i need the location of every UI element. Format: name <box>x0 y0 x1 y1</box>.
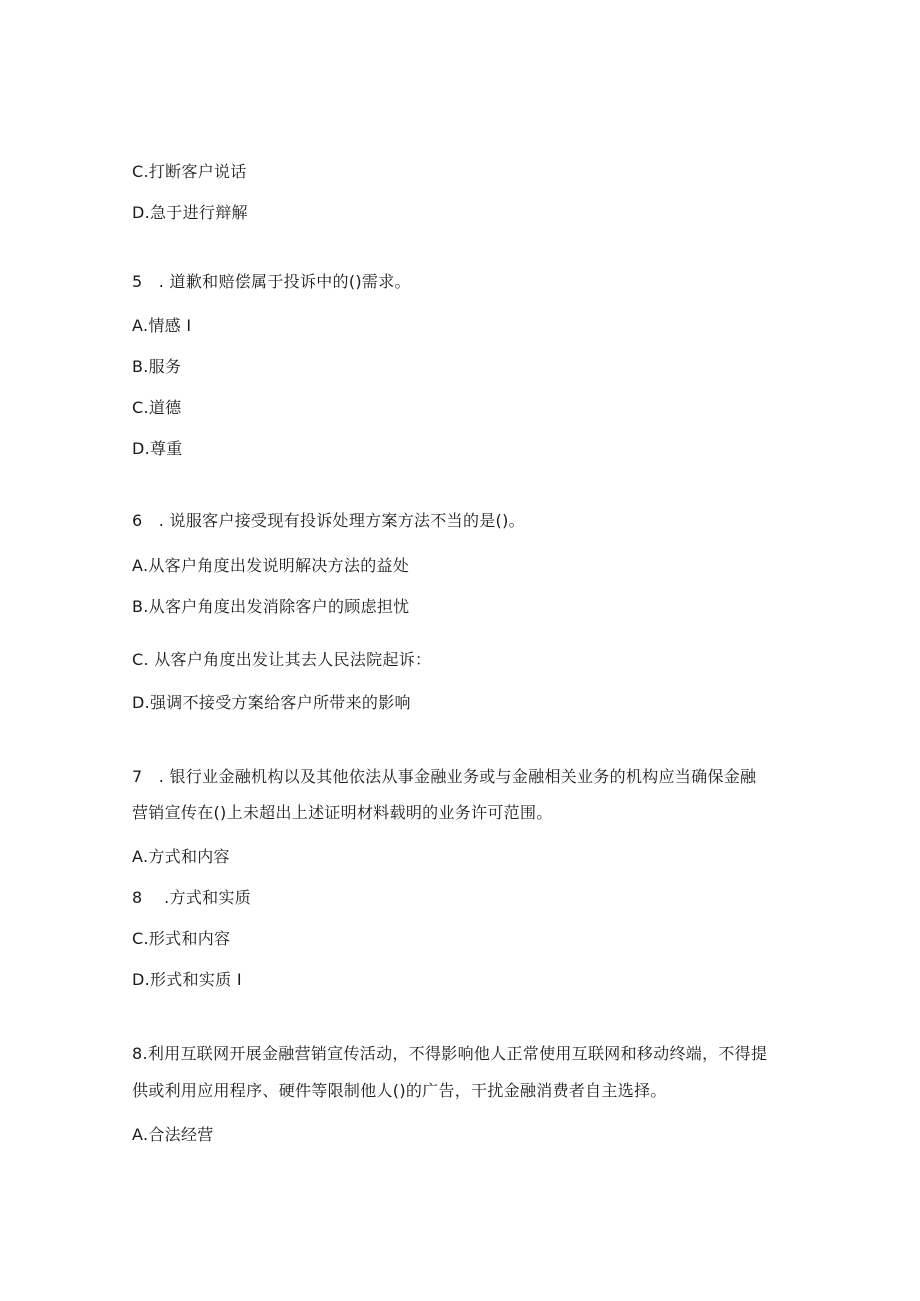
q4-option-d: D.急于进行辩解 <box>132 203 248 222</box>
q7-option-a: A.方式和内容 <box>132 847 230 866</box>
q7-question-line-2: 营销宣传在()上未超出上述证明材料载明的业务许可范围。 <box>132 803 553 822</box>
q8-option-a: A.合法经营 <box>132 1125 214 1144</box>
q8-question-line-2: 供或利用应用程序、硬件等限制他人()的广告，干扰金融消费者自主选择。 <box>132 1081 667 1100</box>
q6-option-d: D.强调不接受方案给客户所带来的影响 <box>132 693 411 712</box>
q6-option-c: C. 从客户角度出发让其去人民法院起诉： <box>132 650 432 669</box>
q7-option-c: C.形式和内容 <box>132 929 231 948</box>
q7-option-b: 8 .方式和实质 <box>132 888 252 907</box>
q6-question: 6 . 说服客户接受现有投诉处理方案方法不当的是()。 <box>132 511 525 530</box>
q8-question-line-1: 8.利用互联网开展金融营销宣传活动，不得影响他人正常使用互联网和移动终端，不得提 <box>132 1044 768 1063</box>
q4-option-c: C.打断客户说话 <box>132 162 247 181</box>
q6-option-b: B.从客户角度出发消除客户的顾虑担忧 <box>132 597 410 616</box>
q6-option-a: A.从客户角度出发说明解决方法的益处 <box>132 556 410 575</box>
q7-option-d: D.形式和实质 I <box>132 970 242 989</box>
q5-option-b: B.服务 <box>132 357 182 376</box>
q5-question: 5 . 道歉和赔偿属于投诉中的()需求。 <box>132 272 411 291</box>
q7-question-line-1: 7 . 银行业金融机构以及其他依法从事金融业务或与金融相关业务的机构应当确保金融 <box>132 767 757 786</box>
q5-option-d: D.尊重 <box>132 439 183 458</box>
q5-option-a: A.情感 I <box>132 316 192 335</box>
q5-option-c: C.道德 <box>132 398 182 417</box>
